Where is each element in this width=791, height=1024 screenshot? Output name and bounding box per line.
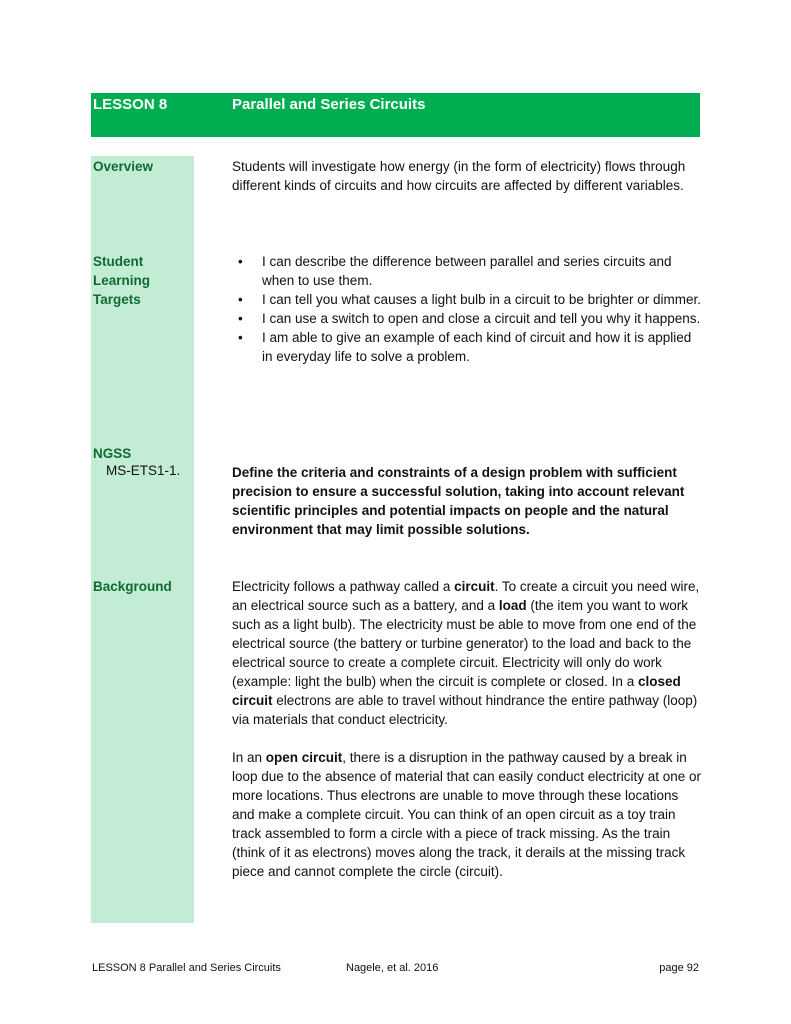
footer-author: Nagele, et al. 2016 (346, 962, 439, 974)
overview-label: Overview (93, 159, 154, 174)
target-text: I can describe the difference between parallel and series circuits and when to use them. (262, 254, 672, 288)
ngss-standard-text (232, 463, 702, 539)
text-run: . To create a circuit you need wire, an electrical source such as a battery, and a (232, 579, 700, 613)
footer-page-number: page 92 (659, 962, 699, 974)
targets-label-line: Student (93, 254, 144, 269)
overview-paragraph: Students will investigate how energy (in the form of electricity) flows through different kinds of circuits and how circuits are affected by different variables. (232, 159, 686, 193)
target-text: I can use a switch to open and close a circuit and tell you why it happens. (262, 311, 701, 326)
background-label: Background (93, 579, 172, 594)
text-run: In an (232, 750, 266, 765)
background-paragraph-1 (232, 577, 702, 729)
list-item (232, 309, 702, 328)
list-item (232, 252, 702, 290)
term-load: load (498, 598, 527, 613)
targets-label-line: Targets (93, 292, 141, 307)
text-run: (the item you want to work such as a light bulb). The electricity must be able to move from one end of the electrical source (the battery or turbine generator) to the load and back to the electrical source to create a complete circuit. Electricity will only do work (example: light the bulb) when the circuit is complete or closed. In a (232, 598, 697, 689)
list-item (232, 328, 702, 366)
target-text: I am able to give an example of each kind of circuit and how it is applied in everyday life to solve a problem. (262, 330, 692, 364)
lesson-header-bar (91, 93, 700, 137)
lesson-number: LESSON 8 (93, 96, 168, 113)
text-run: Electricity follows a pathway called a (232, 579, 455, 594)
bullet-icon: • (238, 311, 243, 326)
term-circuit: circuit (454, 579, 495, 594)
background-text (232, 577, 702, 881)
text-run: , there is a disruption in the pathway caused by a break in loop due to the absence of material that can easily conduct electricity at one or more locations. Thus electrons are unable to move through these locations and make a complete circuit. You can think of an open circuit as a toy train track assembled to form a circle with a piece of track missing. As the train (think of it as electrons) moves along the track, it derails at the missing track piece and cannot complete the circle (circuit). (232, 750, 702, 879)
footer-lesson: LESSON 8 Parallel and Series Circuits (92, 962, 281, 974)
overview-text (232, 157, 702, 195)
ngss-label: NGSS (93, 446, 132, 461)
ngss-paragraph: Define the criteria and constraints of a design problem with sufficient precision to ensure a successful solution, taking into account relevant scientific principles and potential impacts on people and the natural environment that may limit possible solutions. (232, 465, 685, 537)
list-item (232, 290, 702, 309)
bullet-icon: • (238, 330, 243, 345)
ngss-code: MS-ETS1-1. (106, 463, 181, 478)
targets-label-line: Learning (93, 273, 151, 288)
targets-list (232, 252, 702, 366)
bullet-icon: • (238, 254, 243, 269)
text-run: electrons are able to travel without hindrance the entire pathway (loop) via materials that conduct electricity. (232, 693, 698, 727)
lesson-title: Parallel and Series Circuits (232, 96, 426, 113)
bullet-icon: • (238, 292, 243, 307)
background-paragraph-2 (232, 748, 702, 881)
term-open-circuit: open circuit (265, 750, 343, 765)
targets-label (93, 252, 193, 309)
term-closed-circuit: closed circuit (232, 674, 681, 708)
targets-list-container (232, 252, 702, 366)
target-text: I can tell you what causes a light bulb in a circuit to be brighter or dimmer. (262, 292, 701, 307)
